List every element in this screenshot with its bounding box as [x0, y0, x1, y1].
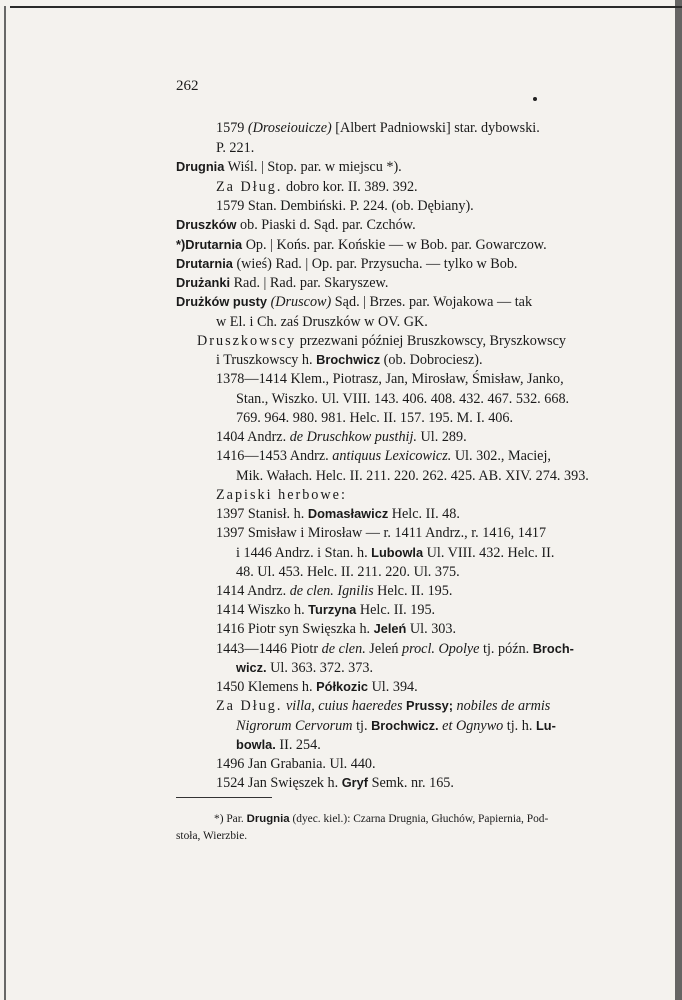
text-line: 1579 Stan. Dembiński. P. 224. (ob. Dębiany). [216, 198, 474, 214]
text-line: Druszkowscy przezwani później Bruszkowscy, Bryszkowscy [197, 333, 566, 349]
text-line: Drużków pusty (Druscow) Sąd. | Brzes. par. Wojakowa — tak [176, 294, 533, 310]
text-line: Drutarnia (wieś) Rad. | Op. par. Przysucha. — tylko w Bob. [176, 256, 518, 272]
footnote-line: *) Par. Drugnia (dyec. kiel.): Czarna Drugnia, Głuchów, Papiernia, Pod- [214, 813, 549, 825]
text-line: P. 221. [216, 140, 255, 156]
text-line: Druszków ob. Piaski d. Sąd. par. Czchów. [176, 217, 416, 233]
text-line: Stan., Wiszko. Ul. VIII. 143. 406. 408. 432. 467. 532. 668. [236, 391, 570, 407]
text-line: 1414 Wiszko h. Turzyna Helc. II. 195. [216, 602, 436, 618]
text-line: Za Dług. villa, cuius haeredes Prussy; nobiles de armis [216, 698, 551, 714]
page-top-border [10, 6, 682, 8]
page-left-edge [4, 6, 6, 1000]
text-line: 1414 Andrz. de clen. Ignilis Helc. II. 195. [216, 583, 453, 599]
text-line: 1450 Klemens h. Półkozic Ul. 394. [216, 679, 418, 695]
text-line: Nigrorum Cervorum tj. Brochwicz. et Ognywo tj. h. Lu- [236, 718, 556, 734]
text-line: 1443—1446 Piotr de clen. Jeleń procl. Opolye tj. późn. Broch- [216, 641, 574, 657]
text-line: *)Drutarnia Op. | Końs. par. Końskie — w Bob. par. Gowarczow. [176, 237, 547, 253]
text-line: 1397 Smisław i Mirosław — r. 1411 Andrz., r. 1416, 1417 [216, 525, 547, 541]
text-line: 1416—1453 Andrz. antiquus Lexicowicz. Ul. 302., Maciej, [216, 448, 551, 464]
text-line: w El. i Ch. zaś Druszków w OV. GK. [216, 314, 428, 330]
text-line: bowla. II. 254. [236, 737, 321, 753]
text-line: Za Dług. dobro kor. II. 389. 392. [216, 179, 418, 195]
text-line: Zapiski herbowe: [216, 487, 347, 503]
ink-speck [533, 97, 537, 101]
text-line: wicz. Ul. 363. 372. 373. [236, 660, 373, 676]
text-line: 1579 (Droseiouicze) [Albert Padniowski] star. dybowski. [216, 120, 540, 136]
footnote-line: stoła, Wierzbie. [176, 830, 248, 842]
footnote-separator [176, 797, 272, 798]
text-line: 1496 Jan Grabania. Ul. 440. [216, 756, 376, 772]
text-line: 1378—1414 Klem., Piotrasz, Jan, Mirosław, Śmisław, Janko, [216, 371, 564, 387]
text-line: 1397 Stanisł. h. Domasławicz Helc. II. 48. [216, 506, 460, 522]
text-line: 769. 964. 980. 981. Helc. II. 157. 195. M. I. 406. [236, 410, 514, 426]
text-line: Drugnia Wiśl. | Stop. par. w miejscu *). [176, 159, 402, 175]
text-line: i Truszkowscy h. Brochwicz (ob. Dobrociesz). [216, 352, 483, 368]
text-line: 1416 Piotr syn Swięszka h. Jeleń Ul. 303. [216, 621, 457, 637]
text-line: 1524 Jan Swięszek h. Gryf Semk. nr. 165. [216, 775, 454, 791]
text-line: i 1446 Andrz. i Stan. h. Lubowla Ul. VIII. 432. Helc. II. [236, 545, 555, 561]
text-line: Drużanki Rad. | Rad. par. Skaryszew. [176, 275, 389, 291]
page-number: 262 [176, 78, 199, 94]
text-line: 1404 Andrz. de Druschkow pusthij. Ul. 289. [216, 429, 467, 445]
page-right-edge [675, 0, 682, 1000]
text-line: 48. Ul. 453. Helc. II. 211. 220. Ul. 375. [236, 564, 460, 580]
text-line: Mik. Wałach. Helc. II. 211. 220. 262. 425. AB. XIV. 274. 393. [236, 468, 589, 484]
